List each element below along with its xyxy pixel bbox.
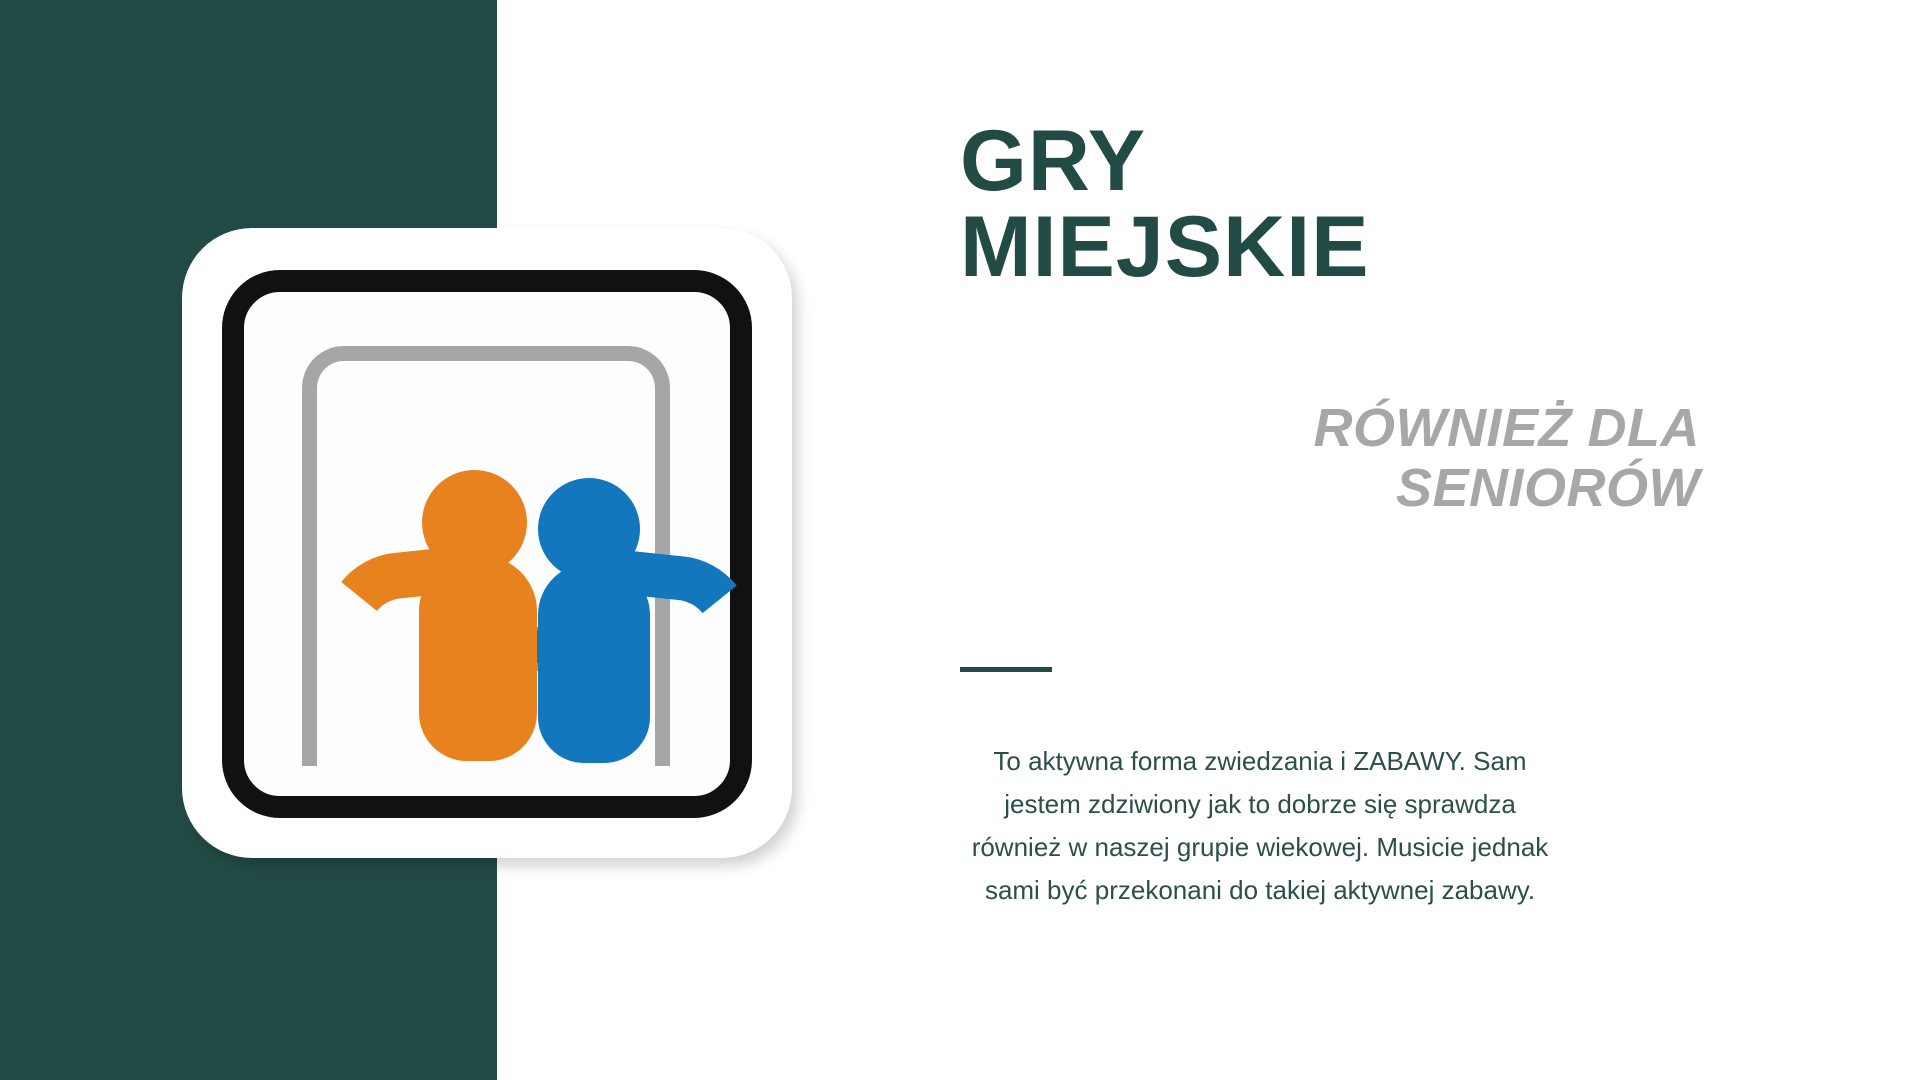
text-column <box>960 0 1920 1080</box>
orange-body-icon <box>419 556 537 761</box>
page-title-line-2: MIEJSKIE <box>960 199 1370 295</box>
page-title-line-1: GRY <box>960 113 1147 209</box>
body-paragraph: To aktywna forma zwiedzania i ZABAWY. Sam jestem zdziwiony jak to dobrze się sprawdza również w naszej grupie wiekowej. Musicie jednak sami być przekonani do takiej aktywnej zabawy. <box>971 746 1549 905</box>
page-subtitle <box>1080 398 1700 519</box>
page-title <box>960 113 1500 295</box>
illustration-card <box>182 228 792 858</box>
blue-body-icon <box>538 563 650 763</box>
divider <box>960 667 1052 672</box>
page-subtitle-line-2: SENIORÓW <box>1395 458 1700 519</box>
two-people-hugging-icon <box>242 428 742 808</box>
page-subtitle-line-1: RÓWNIEŻ DLA <box>1313 398 1700 458</box>
